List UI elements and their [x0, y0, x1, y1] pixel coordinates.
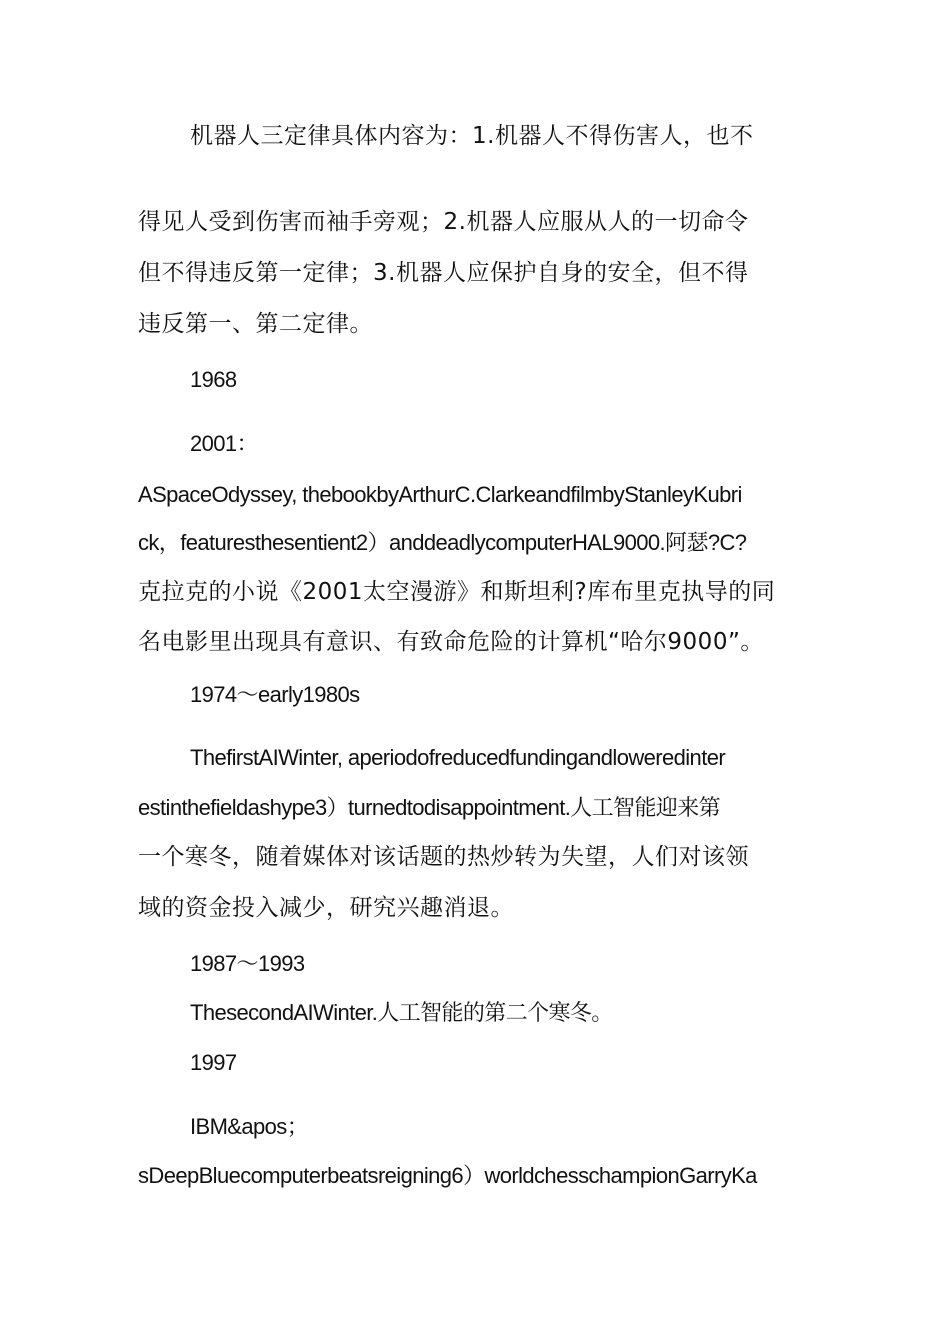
paragraph-line: 违反第一、第二定律。: [138, 311, 373, 337]
paragraph-line: ThefirstAIWinter, aperiodofreducedfundingandloweredinter: [190, 745, 726, 770]
paragraph-line: 机器人三定律具体内容为：1.机器人不得伤害人，也不: [190, 123, 754, 149]
paragraph-line: estinthefieldashype3）turnedtodisappointment.人工智能迎来第: [138, 795, 721, 820]
year-heading: 1987〜1993: [190, 951, 305, 976]
paragraph-line: 名电影里出现具有意识、有致命危险的计算机“哈尔9000”。: [138, 629, 764, 655]
paragraph-line: 域的资金投入减少，研究兴趣消退。: [138, 895, 514, 921]
paragraph-line: sDeepBluecomputerbeatsreigning6）worldchesschampionGarryKa: [138, 1163, 757, 1188]
paragraph-line: 一个寒冬，随着媒体对该话题的热炒转为失望，人们对该领: [138, 844, 749, 870]
year-heading: 1974〜early1980s: [190, 682, 360, 707]
paragraph-line: IBM&apos；: [190, 1114, 309, 1139]
paragraph-line: 克拉克的小说《2001太空漫游》和斯坦利?库布里克执导的同: [138, 579, 776, 605]
year-heading: 1997: [190, 1050, 237, 1075]
paragraph-line: ASpaceOdyssey, thebookbyArthurC.ClarkeandfilmbyStanleyKubri: [138, 482, 742, 507]
paragraph-line: 但不得违反第一定律；3.机器人应保护自身的安全，但不得: [138, 260, 749, 286]
paragraph-line: ThesecondAIWinter.人工智能的第二个寒冬。: [190, 1000, 613, 1025]
paragraph-line: ck，featuresthesentient2）anddeadlycomputerHAL9000.阿瑟?C?: [138, 530, 747, 555]
paragraph-line: 得见人受到伤害而袖手旁观；2.机器人应服从人的一切命令: [138, 209, 749, 235]
year-heading: 2001：: [190, 431, 258, 456]
year-heading: 1968: [190, 367, 237, 392]
